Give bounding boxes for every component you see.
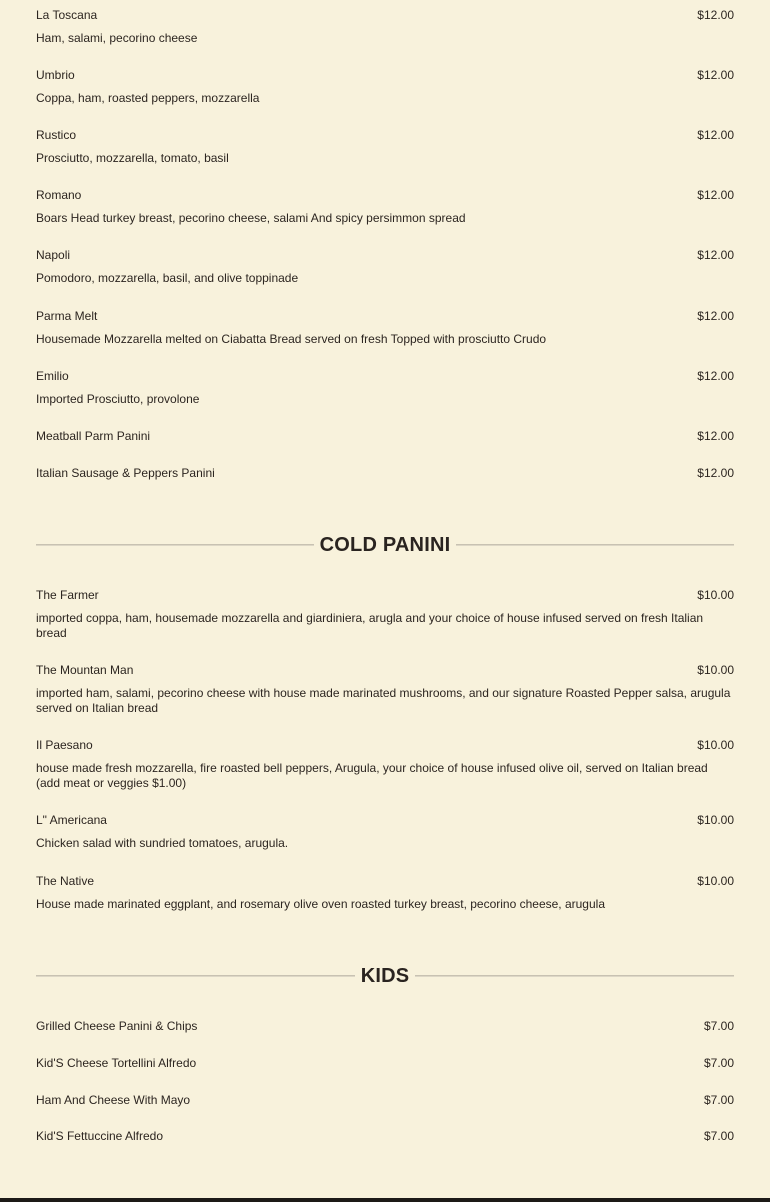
item-name: Umbrio	[36, 68, 75, 82]
item-price: $7.00	[703, 1093, 734, 1107]
item-name: Kid'S Fettuccine Alfredo	[36, 1129, 164, 1143]
item-price: $12.00	[697, 188, 734, 202]
item-price: $7.00	[703, 1019, 734, 1033]
item-price: $12.00	[697, 429, 734, 443]
item-price: $12.00	[697, 369, 734, 383]
item-price: $7.00	[703, 1129, 734, 1143]
section-divider	[456, 544, 734, 546]
item-description: imported ham, salami, pecorino cheese with house made marinated mushrooms, and our signature Roasted Pepper salsa, arugula served on Italian bread	[36, 686, 731, 715]
item-description: Imported Prosciutto, provolone	[36, 392, 200, 406]
item-name: The Farmer	[36, 588, 99, 602]
item-description: Chicken salad with sundried tomatoes, arugula.	[36, 836, 289, 850]
item-price: $12.00	[697, 248, 734, 262]
item-description: imported coppa, ham, housemade mozzarella and giardiniera, arugla and your choice of house infused served on fresh Italian bread	[36, 611, 704, 640]
item-description: Prosciutto, mozzarella, tomato, basil	[36, 151, 229, 165]
item-name: Napoli	[36, 248, 71, 262]
item-price: $12.00	[697, 68, 734, 82]
item-name: Emilio	[36, 369, 69, 383]
section-title: COLD PANINI	[319, 533, 451, 556]
item-description: Boars Head turkey breast, pecorino cheese, salami And spicy persimmon spread	[36, 211, 466, 225]
item-price: $7.00	[703, 1056, 734, 1070]
item-price: $12.00	[697, 8, 734, 22]
item-name: Parma Melt	[36, 309, 98, 323]
section-divider	[415, 975, 734, 977]
item-price: $10.00	[697, 738, 734, 752]
item-description: Coppa, ham, roasted peppers, mozzarella	[36, 91, 260, 105]
section-divider	[36, 975, 355, 977]
item-name: La Toscana	[36, 8, 98, 22]
item-price: $10.00	[697, 663, 734, 677]
item-name: The Native	[36, 874, 95, 888]
item-name: Grilled Cheese Panini & Chips	[36, 1019, 198, 1033]
section-header-cold-panini	[36, 530, 734, 560]
section-header-kids	[36, 961, 734, 991]
item-price: $10.00	[697, 874, 734, 888]
item-price: $12.00	[697, 309, 734, 323]
item-name: Ham And Cheese With Mayo	[36, 1093, 191, 1107]
item-price: $10.00	[697, 813, 734, 827]
footer-bar	[0, 1198, 770, 1202]
item-description: Ham, salami, pecorino cheese	[36, 31, 198, 45]
item-name: Italian Sausage & Peppers Panini	[36, 466, 215, 480]
item-description: Housemade Mozzarella melted on Ciabatta Bread served on fresh Topped with prosciutto Crudo	[36, 332, 547, 346]
item-description: house made fresh mozzarella, fire roasted bell peppers, Arugula, your choice of house infused olive oil, served on Italian bread (add meat or veggies $1.00)	[36, 761, 708, 790]
section-title: KIDS	[360, 964, 410, 987]
item-price: $12.00	[697, 466, 734, 480]
item-name: Rustico	[36, 128, 77, 142]
item-name: L" Americana	[36, 813, 107, 827]
item-price: $10.00	[697, 588, 734, 602]
item-price: $12.00	[697, 128, 734, 142]
item-name: Meatball Parm Panini	[36, 429, 151, 443]
item-name: The Mountan Man	[36, 663, 134, 677]
item-name: Kid'S Cheese Tortellini Alfredo	[36, 1056, 197, 1070]
item-description: Pomodoro, mozzarella, basil, and olive toppinade	[36, 271, 299, 285]
item-name: Romano	[36, 188, 82, 202]
item-name: Il Paesano	[36, 738, 93, 752]
item-description: House made marinated eggplant, and rosemary olive oven roasted turkey breast, pecorino cheese, arugula	[36, 897, 605, 911]
section-divider	[36, 544, 314, 546]
